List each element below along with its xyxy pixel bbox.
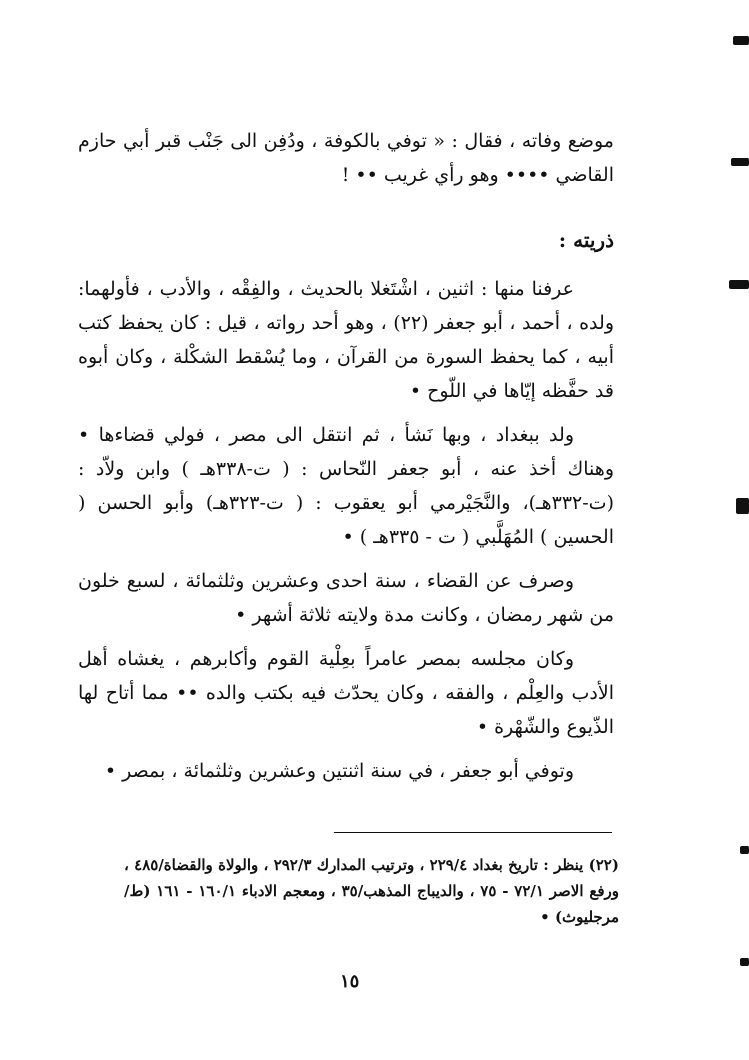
paragraph-council: وكان مجلسه بمصر عامراً بعِلْية القوم وأكابرهم ، يغشاه أهل الأدب والعِلْم ، والفقه ، وكان يحدّث فيه بكتب والده •• مما أتاح لها الذّيوع والشّهْرة • bbox=[78, 648, 614, 738]
edge-scan-mark bbox=[740, 958, 749, 966]
edge-scan-mark bbox=[740, 846, 749, 854]
paragraph-baghdad-egypt: ولد ببغداد ، وبها نَشأ ، ثم انتقل الى مصر ، فولي قضاءها • وهناك أخذ عنه ، أبو جعفر النّحاس : ( ت-٣٣٨هـ ) وابن ولاّد : (ت-٣٣٢هـ)، والنَّجَيْرمي أبو يعقوب : ( ت-٣٢٣هـ) وأبو الحسن ( الحسين ) المُهَلَّبي ( ت - ٣٣٥هـ ) • bbox=[78, 424, 614, 548]
footnote-22: (٢٢) ينظر : تاريخ بغداد ٢٢٩/٤ ، وترتيب المدارك ٢٩٢/٣ ، والولاة والقضاة/٤٨٥ ، ورفع الاصر ٧٢/١ - ٧٥ ، والديباج المذهب/٣٥ ، ومعجم الادباء ١٦٠/١ - ١٦١ (ط/مرجليوث) • bbox=[124, 856, 619, 926]
edge-scan-mark bbox=[736, 498, 749, 514]
opening-paragraph-block bbox=[78, 124, 614, 192]
section-heading-descendants: ذريته : bbox=[558, 228, 614, 252]
descendants-paragraph-block bbox=[78, 272, 614, 788]
page-number: ١٥ bbox=[340, 971, 360, 992]
paragraph-sons: عرفنا منها : اثنين ، اشْتَغلا بالحديث ، والفِقْه ، والأدب ، فأولهما: ولده ، أحمد ، أبو جعفر (٢٢) ، وهو أحد رواته ، قيل : كان يحفظ كتب أبيه ، كما يحفظ السورة من القرآن ، وما يُسْقط الشكْلة ، وكان أبوه قد حفَّظه إيّاها في اللّوح • bbox=[78, 278, 614, 402]
edge-scan-mark bbox=[731, 158, 749, 166]
footnote-separator-rule bbox=[334, 832, 612, 833]
edge-scan-mark bbox=[733, 36, 749, 45]
paragraph-death-place: موضع وفاته ، فقال : « توفي بالكوفة ، ودُفِن الى جَنْب قبر أبي حازم القاضي •••• وهو رأي غريب •• ! bbox=[78, 130, 614, 186]
paragraph-death: وتوفي أبو جعفر ، في سنة اثنتين وعشرين وثلثمائة ، بمصر • bbox=[104, 760, 574, 782]
edge-scan-mark bbox=[729, 280, 749, 289]
paragraph-dismissal: وصرف عن القضاء ، سنة احدى وعشرين وثلثمائة ، لسبع خلون من شهر رمضان ، وكانت مدة ولايته ثلاثة أشهر • bbox=[78, 570, 614, 626]
